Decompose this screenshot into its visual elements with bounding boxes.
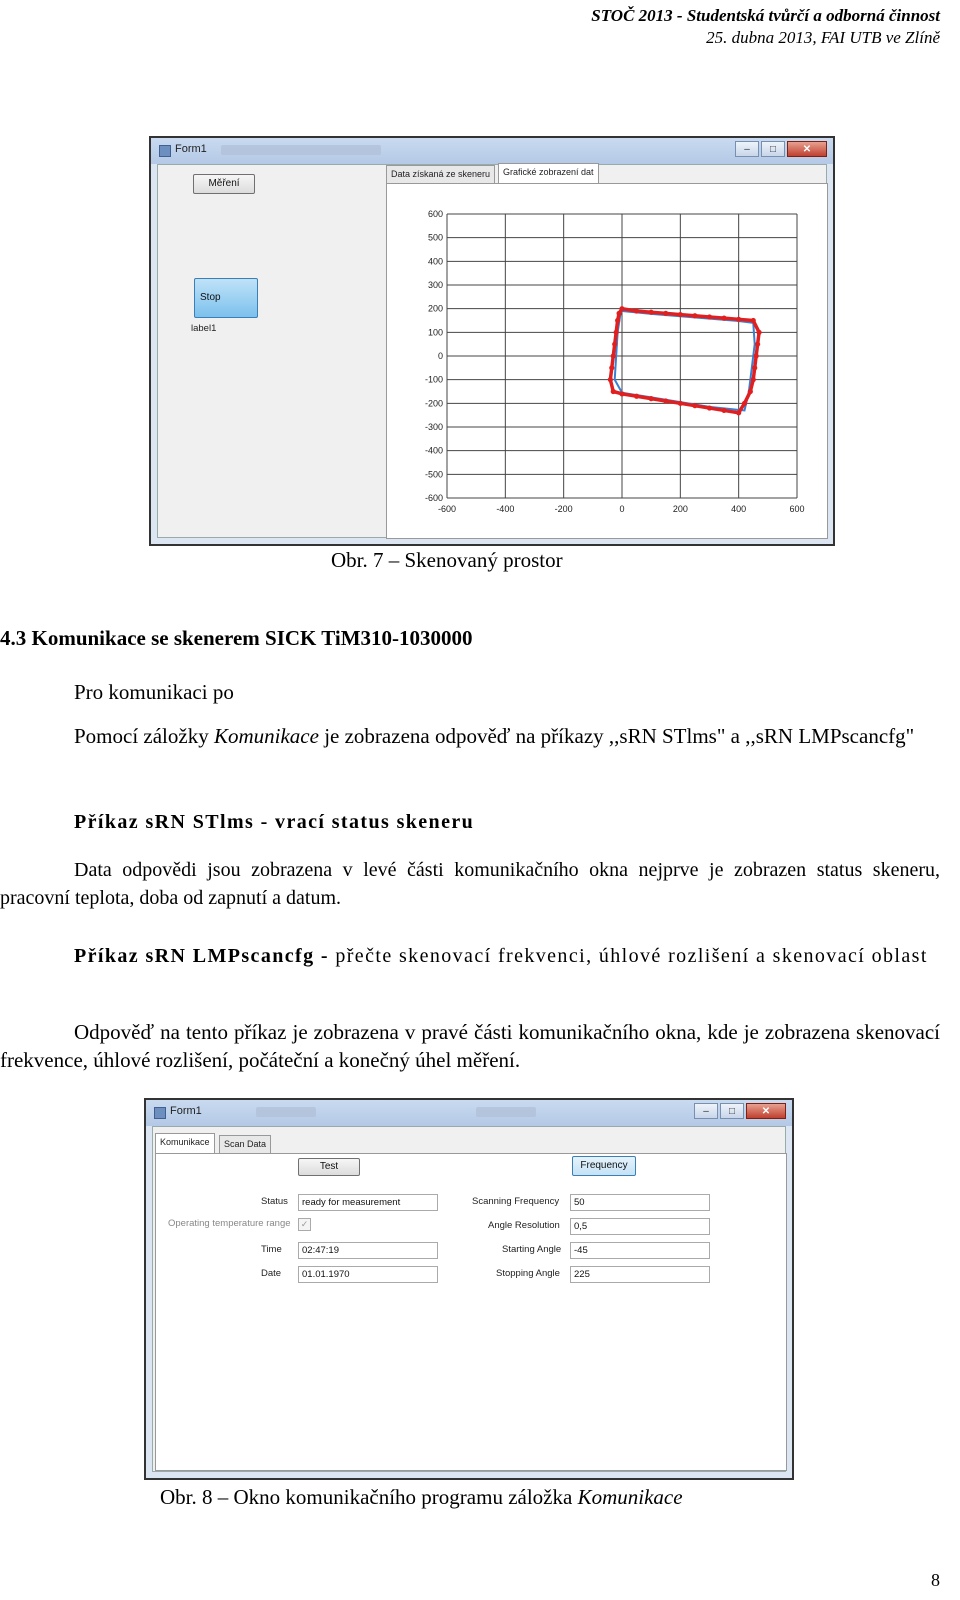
scanning-frequency-label: Scanning Frequency [472,1196,560,1207]
scan-chart [387,184,827,538]
y-tick-label: 0 [437,351,443,361]
scanning-frequency-field[interactable]: 50 [570,1194,710,1211]
form-body [152,1126,786,1472]
x-tick-label: -400 [496,504,515,514]
stopping-angle-field[interactable]: 225 [570,1266,710,1283]
scan-point [608,377,613,382]
header-line-1: STOČ 2013 - Studentská tvůrčí a odborná činnost [591,6,940,25]
scan-point [611,389,616,394]
paragraph-2-em: Komunikace [213,724,319,748]
scan-point [754,353,759,358]
scan-point [707,314,712,319]
y-tick-label: -400 [424,445,443,456]
paragraph-1: Pro komunikaci po [74,680,234,704]
tab-scan-data[interactable]: Scan Data [219,1135,271,1153]
scan-point [619,306,624,311]
y-tick-label: 300 [427,280,443,290]
stopping-angle-label: Stopping Angle [496,1268,560,1279]
angle-resolution-label: Angle Resolution [488,1220,560,1231]
scan-point [616,311,621,316]
scan-point [615,318,620,323]
y-tick-label: -300 [424,422,443,432]
scan-point [751,318,756,323]
header-line-2: 25. dubna 2013, FAI UTB ve Zlíně [706,28,940,47]
minimize-icon[interactable]: – [735,141,759,157]
y-tick-label: -100 [424,374,443,385]
tab-data-from-scanner[interactable]: Data získaná ze skeneru [386,165,495,183]
figure8-caption-pre: Obr. 8 – Okno komunikačního programu záložka [160,1485,578,1509]
x-tick-label: -600 [437,504,457,514]
app-icon [154,1107,166,1119]
date-label: Date [261,1268,282,1279]
y-tick-label: -500 [424,469,443,480]
figure8-caption [160,1485,683,1510]
window-title: Form1 [175,143,207,155]
x-tick-label: 200 [672,504,688,514]
command-1-title: Příkaz sRN STlms - vrací status skeneru [74,811,475,833]
form-body [157,164,827,538]
x-tick-label: 400 [731,504,747,514]
scan-point [649,396,654,401]
starting-angle-label: Starting Angle [502,1244,562,1255]
scan-point [663,311,668,316]
scan-point [634,308,639,313]
angle-resolution-field[interactable]: 0,5 [570,1218,710,1235]
scan-point [609,365,614,370]
label1: label1 [191,323,217,334]
scan-point [634,394,639,399]
blurred-title-text-2 [476,1107,536,1117]
scan-point [614,330,619,335]
scan-point [692,313,697,318]
time-label: Time [261,1244,282,1255]
window-controls [694,1103,786,1119]
title-bar [146,1100,792,1126]
temperature-range-checkbox[interactable]: ✓ [298,1218,311,1231]
command-1-text: Data odpovědi jsou zobrazena v levé části komunikačního okna nejprve je zobrazen status skeneru, pracovní teplota, doba od zapnutí a datum. [0,859,940,909]
scan-point [751,377,756,382]
temperature-range-label: Operating temperature range [168,1218,291,1229]
form1-window-figure7 [149,136,835,546]
title-bar [151,138,833,164]
chart-panel [386,183,828,539]
close-icon[interactable]: ✕ [746,1103,786,1119]
blurred-title-text [256,1107,316,1117]
figure8-caption-em: Komunikace [577,1485,683,1509]
scan-point [663,398,668,403]
scan-point [678,312,683,317]
scan-point [756,330,761,335]
scan-point [755,342,760,347]
date-field[interactable]: 01.01.1970 [298,1266,438,1283]
paragraph-2-pre: Pomocí záložky [74,724,214,748]
time-field[interactable]: 02:47:19 [298,1242,438,1259]
app-icon [159,145,171,157]
status-label: Status [261,1196,288,1207]
command-2-text: přečte skenovací frekvenci, úhlové rozlišení a skenovací oblast [335,945,928,967]
y-tick-label: -600 [424,493,443,503]
scan-point [736,317,741,322]
x-tick-label: 600 [789,504,805,514]
form1-window-figure8 [144,1098,794,1480]
scan-point [742,401,747,406]
y-tick-label: 500 [427,232,443,243]
figure7-caption: Obr. 7 – Skenovaný prostor [331,548,563,572]
maximize-icon[interactable]: □ [720,1103,744,1119]
paragraph-2-post: je zobrazena odpověď na příkazy ,,sRN STlms" a ,,sRN LMPscancfg" [318,724,915,748]
scan-point [707,405,712,410]
series-line-red [610,309,759,413]
paragraph-3: Odpověď na tento příkaz je zobrazena v pravé části komunikačního okna, kde je zobrazena skenovací frekvence, úhlové rozlišení, počáteční a konečný úhel měření. [0,1020,940,1072]
paragraph-2 [0,722,940,750]
tab-komunikace[interactable]: Komunikace [155,1133,215,1153]
status-field[interactable]: ready for measurement [298,1194,438,1211]
command-2-paragraph [0,942,940,970]
scan-point [611,353,616,358]
tab-graphic-display[interactable]: Grafické zobrazení dat [498,163,599,183]
x-tick-label: 0 [619,504,625,514]
command-2-title: Příkaz sRN LMPscancfg - [74,945,336,967]
close-icon[interactable]: ✕ [787,141,827,157]
scan-point [619,391,624,396]
y-tick-label: 200 [427,303,443,314]
x-tick-label: -200 [554,504,573,514]
starting-angle-field[interactable]: -45 [570,1242,710,1259]
frequency-button[interactable]: Frequency [572,1156,636,1176]
test-button[interactable]: Test [298,1158,360,1176]
window-controls [735,141,827,157]
blurred-title-text [221,145,381,155]
scan-point [721,316,726,321]
scan-point [612,342,617,347]
measure-button[interactable]: Měření [193,174,255,194]
page-number: 8 [931,1570,940,1590]
y-tick-label: 400 [427,256,443,267]
y-tick-label: 600 [427,209,443,219]
maximize-icon[interactable]: □ [761,141,785,157]
y-tick-label: 100 [427,327,443,338]
scan-point [721,408,726,413]
scan-point [736,410,741,415]
minimize-icon[interactable]: – [694,1103,718,1119]
stop-button[interactable]: Stop [194,278,258,318]
komunikace-panel [155,1153,787,1471]
window-title: Form1 [170,1105,202,1117]
scan-point [692,403,697,408]
scan-point [678,401,683,406]
y-tick-label: -200 [424,398,443,409]
scan-point [649,310,654,315]
section-heading: 4.3 Komunikace se skenerem SICK TiM310-1030000 [0,626,473,650]
scan-point [752,365,757,370]
scan-point [748,389,753,394]
